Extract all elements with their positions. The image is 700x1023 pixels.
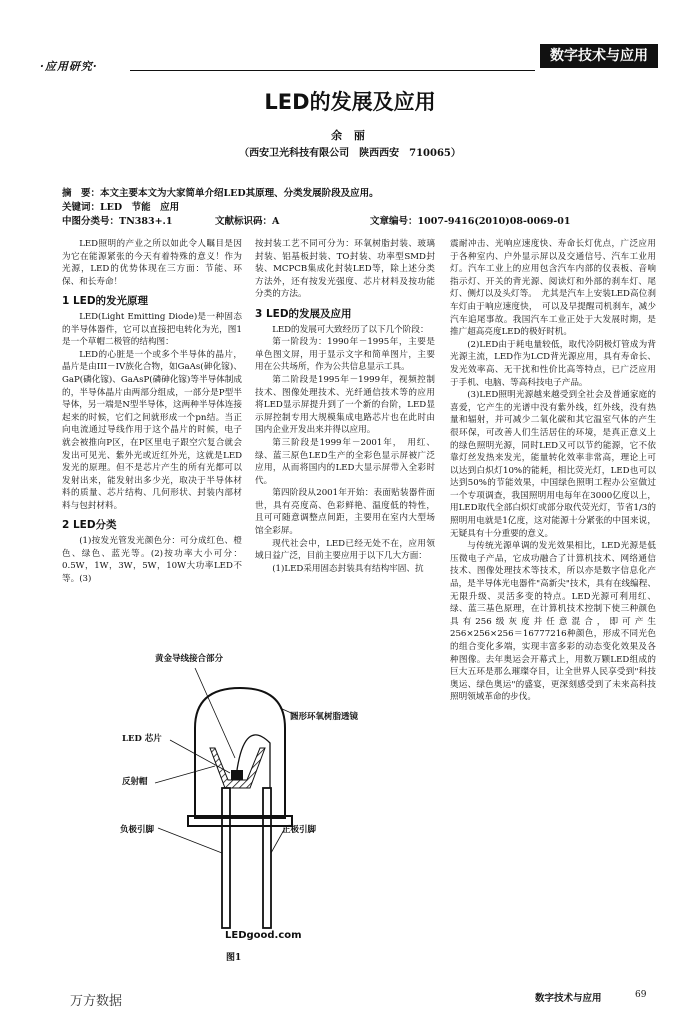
label-cathode: 负极引脚 bbox=[120, 825, 155, 835]
paragraph: 第二阶段是1995年－1999年，视频控制技术、图像处理技术、光纤通信技术等的应用将LED显示屏提升到了一个新的台阶，LED显示屏控制专用大规模集成电路芯片也在此时由国内企业开发出来并得以应用。 bbox=[255, 374, 435, 436]
paragraph: (1)按发光管发光颜色分：可分成红色、橙色、绿色、蓝光等。(2)按功率大小可分：0.5W，1W，3W，5W，10W大功率LED不等。(3) bbox=[62, 536, 242, 584]
abstract: 摘 要：本文主要本文为大家简单介绍LED其原理、分类发展阶段及应用。 bbox=[62, 188, 379, 199]
anode-lead bbox=[263, 788, 271, 928]
footer-journal: 数字技术与应用 bbox=[535, 993, 602, 1004]
column-3 bbox=[450, 238, 656, 704]
led-structure-figure bbox=[110, 648, 370, 948]
figure-caption: 图1 bbox=[226, 953, 242, 963]
label-reflector: 反射帽 bbox=[122, 777, 148, 787]
doc-code: 文献标识码：A bbox=[215, 216, 280, 227]
paragraph: 震耐冲击、光响应速度快、寿命长灯优点，广泛应用于各种室内、户外显示屏以及交通信号、汽车工业用灯。汽车工业上的应用包含汽车内部的仪表板、音响指示灯、开关的背光源、阅读灯和外部的刹车灯、尾灯、侧灯以及头灯等。 尤其是汽车上安装LED高位刹车灯由于响应速度快， 可以及早提醒司机刹车，减少汽车追尾事故。我国汽车工业正处于大发展时期，是推广超高亮度LED的极好时机。 bbox=[450, 239, 656, 338]
paragraph: (3)LED照明光源越来越受到全社会及普通家庭的喜爱，它产生的光谱中没有紫外线，红外线，没有热量和辐射，并可减少二氧化碳和其它温室气体的产生很环保，可改善人们生活居住的环境，是真正意义上的绿色照明光源，同时LED又可以节约能源，它不依靠灯丝发热来发光，能量转化效率非常高，理论上可以达到白炽灯10%的能耗，相比荧光灯，LED也可以达到50%的节能效果，中国绿色照明工程办公室做过一个专项调查，我国照明用电每年在3000亿度以上，用LED取代全部白炽灯或部分取代荧光灯，节省1/3的照明用电就是1亿度，这对能源十分紧张的中国来说，无疑具有十分重要的意义。 bbox=[450, 390, 656, 539]
clc-number: 中图分类号：TN383+.1 bbox=[62, 216, 173, 227]
section-heading-3: 3 LED的发展及应用 bbox=[255, 307, 352, 320]
leader-line bbox=[155, 766, 215, 783]
section-label: ·应用研究· bbox=[40, 60, 98, 73]
author: 余 丽 bbox=[331, 129, 369, 142]
column-1 bbox=[62, 238, 242, 585]
leader-line bbox=[195, 668, 235, 758]
label-anode: 正极引脚 bbox=[282, 825, 317, 835]
leader-line bbox=[158, 828, 222, 853]
section-heading-2: 2 LED分类 bbox=[62, 519, 117, 532]
article-title: LED的发展及应用 bbox=[264, 90, 436, 114]
paragraph: 按封装工艺不同可分为：环氧树脂封装、玻璃封装、铝基板封装、TO封装、功率型SMD封装、MCPCB集成化封装LED等，除上述分类方法外，还有按发光强度、芯片材料及按功能分类的方法。 bbox=[255, 239, 435, 300]
paragraph: LED的发展可大致经历了以下几个阶段： bbox=[272, 324, 429, 335]
header-rule bbox=[130, 70, 535, 71]
keywords: 关键词：LED 节能 应用 bbox=[62, 202, 180, 213]
cathode-lead bbox=[222, 788, 230, 928]
article-number: 文章编号：1007-9416(2010)08-0069-01 bbox=[370, 216, 571, 227]
label-gold-wire: 黄金导线接合部分 bbox=[155, 654, 224, 664]
paragraph: (1)LED采用固态封装具有结构牢固、抗 bbox=[272, 563, 424, 574]
affiliation: （西安卫光科技有限公司 陕西西安 710065） bbox=[239, 148, 461, 159]
leader-line bbox=[170, 740, 230, 773]
section-heading-1: 1 LED的发光原理 bbox=[62, 295, 149, 308]
page-number: 69 bbox=[635, 990, 647, 1000]
intro-paragraph: LED照明的产业之所以如此令人瞩目是因为它在能源紧张的今天有着特殊的意义！作为光源，LED的优势体现在三方面：节能、环保、和长寿命！ bbox=[62, 239, 242, 287]
watermark: 万方数据 bbox=[70, 994, 123, 1009]
led-chip bbox=[231, 770, 243, 780]
label-lens: 圆形环氧树脂透镜 bbox=[290, 712, 359, 722]
paragraph: 第四阶段从2001年开始：表面贴装器件面世，具有亮度高、色彩鲜艳、温度低的特性，且可可随意调整点间距，主要用在室内大型场馆全彩屏。 bbox=[255, 488, 435, 537]
led-diagram bbox=[110, 648, 370, 948]
paragraph: 第一阶段为：1990年－1995年，主要是单色图文屏，用于显示文字和简单图片，主要用在公共场所，作为公共信息显示工具。 bbox=[255, 337, 435, 373]
journal-banner: 数字技术与应用 bbox=[540, 44, 658, 68]
paragraph: LED(Light Emitting Diode)是一种固态的半导体器件，它可以直接把电转化为光，图1是一个草帽二极管的结构图： bbox=[62, 311, 242, 348]
paragraph: 第三阶段是1999年－2001年， 用红、绿、蓝三原色LED生产的全彩色显示屏被广泛应用，从而将国内的LED大显示屏带入全彩时代。 bbox=[255, 437, 435, 486]
label-led-chip: LED 芯片 bbox=[122, 734, 162, 744]
column-2 bbox=[255, 238, 435, 575]
paragraph: LED的心脏是一个或多个半导体的晶片，晶片是由III－IV族化合物，如GaAs(砷化镓)、GaP(磷化镓)、GaAsP(磷砷化镓)等半导体制成的，半导体晶片由两部分组成，一部分是P型半导体，另一端是N型半导体，这两种半导体连接起来的时候，它们之间就形成一个pn结。当正向电流通过导线作用于这个晶片的时候，电子就会被推向P区，在P区里电子跟空穴复合就会发出可见光、紫外光或近红外光，这就是LED发光的原理。但不是芯片产生的所有光都可以发射出来，能发射出多少光，取决于半导体材料的质量、芯片结构、几何形状、封装内部材料与包封材料。 bbox=[62, 349, 242, 511]
paragraph: 与传统光源单调的发光效果相比，LED光源是低压微电子产品，它成功融合了计算机技术、网络通信技术、图像处理技术等技术，所以亦是数字信息化产品，是半导体光电器件"高新尖"技术，具有在线编程、无限升级、灵活多变的特点。LED光源可利用红、绿、蓝三基色原理，在计算机技术控制下使三种颜色具有256级灰度并任意混合，即可产生256×256×256＝16777216种颜色，形成不同光色的组合变化多端，实现丰富多彩的动态变化效果及各种图像。去年奥运会开幕式上，用数万颗LED组成的巨大五环是那么璀璨夺目，让全世界人民享受到"科技奥运、绿色奥运"的盛宴，更深刻感受到了未来高科技照明领域革命的步伐。 bbox=[450, 541, 656, 703]
paragraph: (2)LED由于耗电量较低，取代冷阴极灯管成为背光源主流，LED作为LCD背光源应用，具有寿命长、发光效率高、无干扰和性价比高等特点，已广泛应用于手机、电脑、等高科技电子产品。 bbox=[450, 339, 656, 388]
figure-site-credit: LEDgood.com bbox=[225, 930, 302, 941]
paragraph: 现代社会中，LED已经无处不在，应用领域日益广泛，目前主要应用于以下几大方面： bbox=[255, 538, 435, 562]
